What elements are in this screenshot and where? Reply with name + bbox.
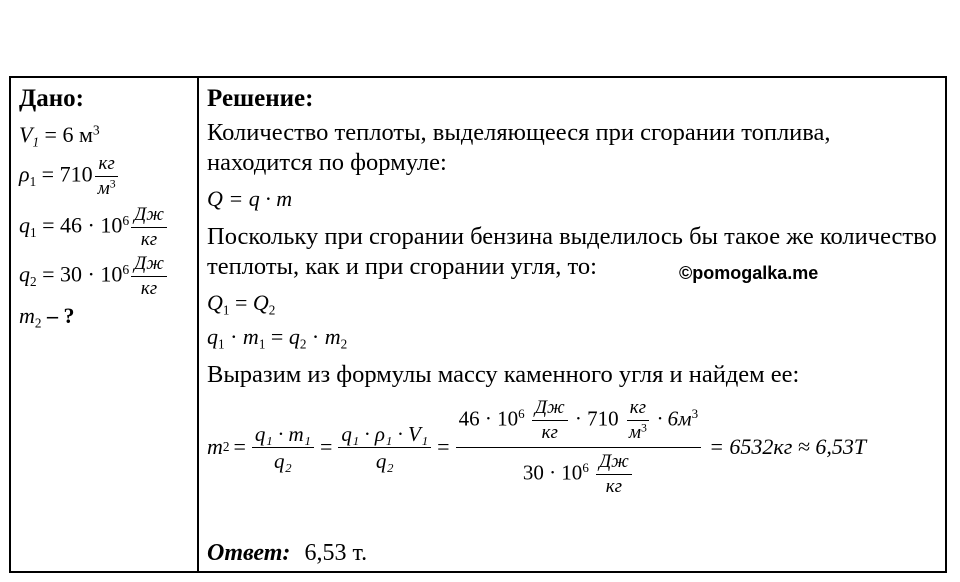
solution-table <box>9 76 947 573</box>
given-column <box>19 84 191 329</box>
solution-text-1: Количество теплоты, выделяющееся при сгорании топлива, находится по формуле: <box>207 119 831 176</box>
given-m2: $m_2$ – ? <box>19 302 75 331</box>
answer-line <box>207 540 367 567</box>
given-rho1: $\rho_1 = 710$ $\frac{кг}{м^3}$ <box>19 154 191 199</box>
big-fraction: $46 \cdot 10^6$ $\frac{Дж}{кг}$ · 710 $\frac{кг}{м^3}$ · $6м^3$ $30 \cdot 10^6$ $\frac{Дж}{кг}$ <box>456 398 701 497</box>
answer-label: Ответ: <box>207 540 291 566</box>
formula-final: m 2 = $\frac{\text{q₁ · m₁}}{\text{q₂}}$ = $\frac{\text{q₁ · ρ₁ · V₁}}{\text{q₂}}$ = $46 \cdot 10^6$ $\frac{Дж}{кг}$ · 710 $\frac{кг}{м^3}$ · $6м^3$ $30 \cdot 10^6$ $\frac{Дж}{кг}$ = 6532кг ≈ 6,53Т <box>207 397 867 497</box>
solution-header: Решение: <box>207 85 314 112</box>
column-divider <box>197 78 199 571</box>
given-header: Дано: <box>19 85 84 112</box>
watermark: ©pomogalka.me <box>679 263 819 283</box>
formula-q1-q2: $Q_1 = Q_2$ <box>207 290 276 318</box>
given-q2: $q_2 = 30 \cdot 10^6$ $\frac{Дж}{кг}$ <box>19 254 191 299</box>
solution-text-3: Выразим из формулы массу каменного угля и найдем ее: <box>207 361 800 388</box>
answer-value: 6,53 т. <box>304 540 368 566</box>
solution-text-2: Поскольку при сгорании бензина выделилось бы такое же количество теплоты, как и при сгорании угля, то: <box>207 223 937 280</box>
formula-q-qm: Q = q · m <box>207 186 293 211</box>
given-v1: $V_1 = 6$ $м^3$ <box>19 122 100 150</box>
solution-column <box>207 84 942 497</box>
given-q1: $q_1 = 46 \cdot 10^6$ $\frac{Дж}{кг}$ <box>19 205 191 250</box>
formula-heat-balance: $q_1 \cdot m_1 = q_2 \cdot m_2$ <box>207 324 348 352</box>
